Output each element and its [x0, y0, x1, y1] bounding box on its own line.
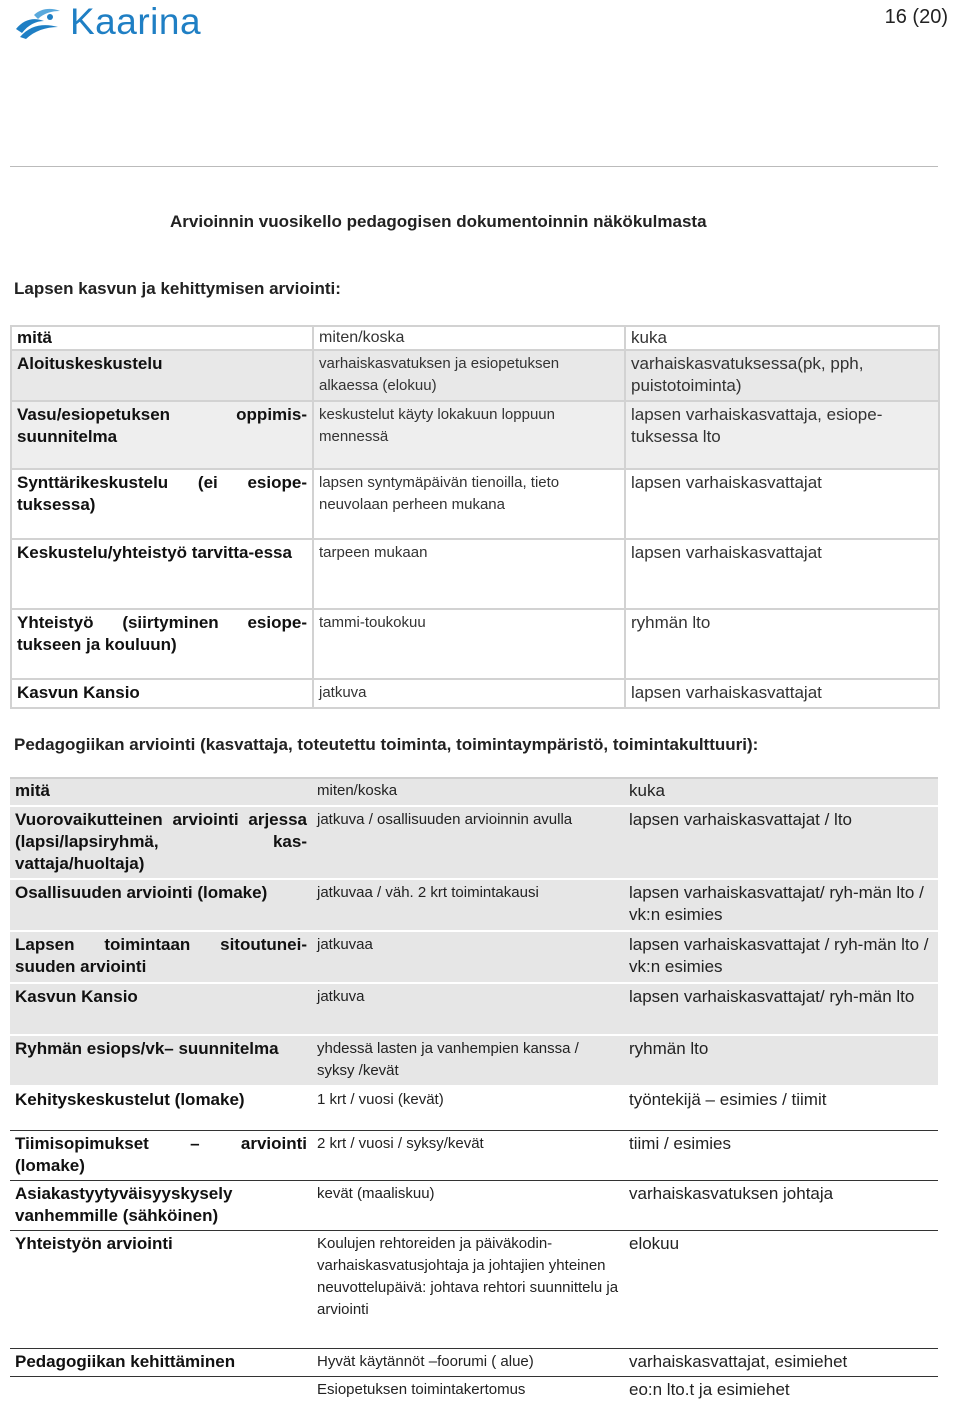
- cell-who: lapsen varhaiskasvattajat/ ryh-män lto / vk:n esimies: [624, 879, 938, 931]
- cell-what: Yhteistyön arviointi: [10, 1230, 312, 1348]
- cell-what: Kehityskeskustelut (lomake): [15, 1090, 245, 1109]
- cell-who: varhaiskasvatuksessa(pk, pph, puistotoiminta): [625, 350, 939, 401]
- cell-who: työntekijä – esimies / tiimit: [629, 1090, 827, 1109]
- table-row: [11, 679, 939, 708]
- cell-when: kevät (maaliskuu): [312, 1180, 624, 1230]
- cell-who: varhaiskasvatuksen johtaja: [624, 1180, 938, 1230]
- cell-who: tiimi / esimies: [624, 1130, 938, 1180]
- cell-who: eo:n lto.t ja esimiehet: [624, 1376, 938, 1404]
- cell-what: Synttärikeskustelu (ei esiope-tuksessa): [11, 469, 313, 539]
- table-row: [10, 1230, 938, 1348]
- logo-text: Kaarina: [70, 1, 202, 42]
- table-row: [10, 879, 938, 931]
- table-row: [10, 1348, 938, 1376]
- cell-what: Vasu/esiopetuksen oppimis-suunnitelma: [11, 401, 313, 469]
- cell-who: varhaiskasvattajat, esimiehet: [624, 1348, 938, 1376]
- table-row: [10, 1130, 938, 1180]
- header-divider: [10, 166, 938, 167]
- table-row: [11, 539, 939, 609]
- cell-when: varhaiskasvatuksen ja esiopetuksen alkaessa (elokuu): [313, 350, 625, 401]
- cell-who: lapsen varhaiskasvattajat: [625, 679, 939, 708]
- cell-what: Asiakastyytyväisyyskysely vanhemmille (sähköinen): [10, 1180, 312, 1230]
- table-row: [10, 1180, 938, 1230]
- cell-who: ryhmän lto: [625, 609, 939, 679]
- header-cell: kuka: [625, 326, 939, 350]
- table-row: [10, 983, 938, 1035]
- cell-what: Lapsen toimintaan sitoutunei-suuden arviointi: [10, 931, 312, 983]
- section2-title: Pedagogiikan arviointi (kasvattaja, toteutettu toiminta, toimintaympäristö, toimintakulttuuri):: [14, 735, 759, 754]
- page-number: 16 (20): [884, 6, 948, 28]
- kaarina-logo: [14, 2, 201, 42]
- cell-who: lapsen varhaiskasvattajat/ ryh-män lto: [624, 983, 938, 1035]
- page-title: Arvioinnin vuosikello pedagogisen dokumentoinnin näkökulmasta: [170, 212, 707, 231]
- cell-what: Ryhmän esiops/vk– suunnitelma: [10, 1035, 312, 1086]
- cell-when: yhdessä lasten ja vanhempien kanssa / syksy /kevät: [312, 1035, 624, 1086]
- cell-when: jatkuva: [313, 679, 625, 708]
- header-cell: miten/koska: [313, 326, 625, 350]
- cell-who: elokuu: [624, 1230, 938, 1348]
- cell-when: Hyvät käytännöt –foorumi ( alue): [312, 1348, 624, 1376]
- cell-when: tammi-toukokuu: [313, 609, 625, 679]
- cell-what: Keskustelu/yhteistyö tarvitta-essa: [11, 539, 313, 609]
- header-cell: mitä: [10, 778, 312, 806]
- cell-what: Vuorovaikutteinen arviointi arjessa (lapsi/lapsiryhmä, kas-vattaja/huoltaja): [10, 806, 312, 879]
- cell-when: jatkuva / osallisuuden arvioinnin avulla: [312, 806, 624, 879]
- table-row: [10, 1376, 938, 1404]
- cell-who: lapsen varhaiskasvattajat: [625, 469, 939, 539]
- cell-when: 2 krt / vuosi / syksy/kevät: [312, 1130, 624, 1180]
- cell-what: Aloituskeskustelu: [11, 350, 313, 401]
- cell-what: Yhteistyö (siirtyminen esiope-tukseen ja kouluun): [11, 609, 313, 679]
- table-row: [11, 469, 939, 539]
- table-row: [11, 401, 939, 469]
- cell-when: 1 krt / vuosi (kevät): [317, 1091, 444, 1108]
- cell-when: Esiopetuksen toimintakertomus: [312, 1376, 624, 1404]
- cell-what: Pedagogiikan kehittäminen: [10, 1348, 312, 1376]
- table-row: [11, 609, 939, 679]
- table-header-row: [10, 778, 938, 806]
- cell-when: tarpeen mukaan: [313, 539, 625, 609]
- table-row: [10, 1086, 938, 1130]
- wave-icon: [14, 3, 66, 41]
- table-row: [11, 350, 939, 401]
- section1-title: Lapsen kasvun ja kehittymisen arviointi:: [14, 279, 341, 298]
- table-header-row: [11, 326, 939, 350]
- table-row: [10, 931, 938, 983]
- header-cell: kuka: [624, 778, 938, 806]
- cell-when: Koulujen rehtoreiden ja päiväkodin-varhaiskasvatusjohtaja ja johtajien yhteinen neuvottelupäivä: johtava rehtori suunnittelu ja arviointi: [312, 1230, 624, 1348]
- cell-who: lapsen varhaiskasvattaja, esiope-tuksessa lto: [625, 401, 939, 469]
- cell-who: lapsen varhaiskasvattajat / lto: [624, 806, 938, 879]
- table-row: [10, 1035, 938, 1086]
- cell-when: keskustelut käyty lokakuun loppuun mennessä: [313, 401, 625, 469]
- header-cell: miten/koska: [312, 778, 624, 806]
- cell-when: jatkuva: [312, 983, 624, 1035]
- cell-when: lapsen syntymäpäivän tienoilla, tieto neuvolaan perheen mukana: [313, 469, 625, 539]
- cell-what: Kasvun Kansio: [11, 679, 313, 708]
- cell-when: jatkuvaa / väh. 2 krt toimintakausi: [312, 879, 624, 931]
- cell-who: lapsen varhaiskasvattajat / ryh-män lto / vk:n esimies: [624, 931, 938, 983]
- growth-assessment-table: [10, 325, 940, 709]
- cell-what: [10, 1376, 312, 1404]
- cell-what: Tiimisopimukset – arviointi (lomake): [10, 1130, 312, 1180]
- pedagogy-assessment-table: [10, 777, 938, 1404]
- page-header: [0, 0, 960, 170]
- cell-when: jatkuvaa: [312, 931, 624, 983]
- header-cell: mitä: [11, 326, 313, 350]
- cell-what: Kasvun Kansio: [10, 983, 312, 1035]
- cell-who: ryhmän lto: [624, 1035, 938, 1086]
- cell-what: Osallisuuden arviointi (lomake): [10, 879, 312, 931]
- cell-who: lapsen varhaiskasvattajat: [625, 539, 939, 609]
- table-row: [10, 806, 938, 879]
